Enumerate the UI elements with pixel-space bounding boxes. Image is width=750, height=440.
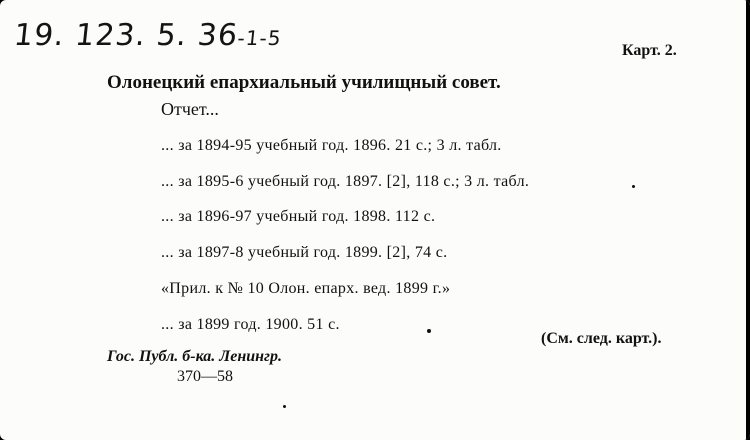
entry-1894: ... за 1894-95 учебный год. 1896. 21 с.; 3 л. табл. xyxy=(161,137,502,154)
card-number: Карт. 2. xyxy=(622,42,677,59)
card-title: Олонецкий епархиальный училищный совет. xyxy=(107,72,501,93)
entry-1897: ... за 1897-8 учебный год. 1899. [2], 74 с. xyxy=(161,244,448,261)
ink-speck xyxy=(283,405,286,408)
library-stamp: Гос. Публ. б-ка. Ленингр. xyxy=(107,348,282,365)
entry-1896: ... за 1896-97 учебный год. 1898. 112 с. xyxy=(161,208,436,225)
entry-supplement: «Прил. к № 10 Олон. епарх. вед. 1899 г.» xyxy=(161,280,451,297)
report-label: Отчет... xyxy=(161,99,219,119)
see-next-card-note: (См. след. карт.). xyxy=(541,330,662,347)
entry-1895: ... за 1895-6 учебный год. 1897. [2], 118 с.; 3 л. табл. xyxy=(161,173,530,190)
shelfmark-main: 19. 123. 5. 36 xyxy=(12,18,240,53)
handwritten-shelfmark xyxy=(12,18,283,53)
ink-speck xyxy=(427,329,431,333)
card-edge xyxy=(746,0,750,440)
ink-speck xyxy=(632,185,635,188)
entry-1899: ... за 1899 год. 1900. 51 с. xyxy=(161,316,340,333)
shelfmark-suffix: -1-5 xyxy=(236,26,283,50)
library-code: 370—58 xyxy=(177,368,233,385)
